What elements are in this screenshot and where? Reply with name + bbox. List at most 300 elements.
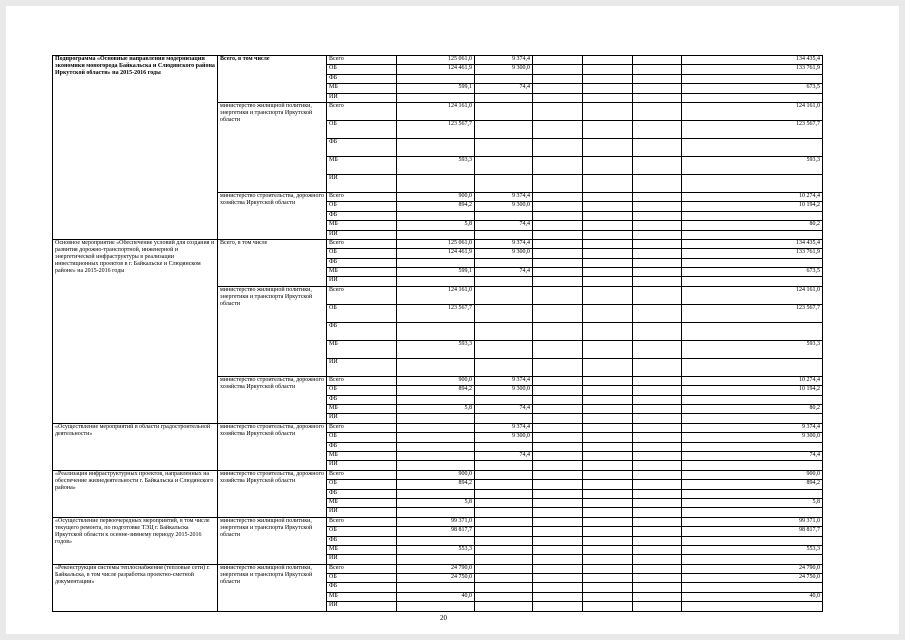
value-cell-1: 900,0 bbox=[397, 376, 475, 385]
total-cell: 24 790,0 bbox=[682, 564, 823, 573]
total-cell bbox=[682, 174, 823, 192]
value-cell-2 bbox=[475, 93, 533, 102]
value-cell-2: 9 374,4 bbox=[475, 56, 533, 65]
total-cell: 40,0 bbox=[682, 592, 823, 601]
total-cell: 10 274,4 bbox=[682, 192, 823, 201]
value-cell-2 bbox=[475, 156, 533, 174]
empty-cell bbox=[583, 433, 633, 442]
value-cell-1: 894,2 bbox=[397, 386, 475, 395]
empty-cell bbox=[583, 56, 633, 65]
empty-cell bbox=[583, 480, 633, 489]
empty-cell bbox=[583, 304, 633, 322]
empty-cell bbox=[583, 442, 633, 451]
empty-cell bbox=[633, 120, 682, 138]
empty-cell bbox=[533, 174, 583, 192]
value-cell-2: 74,4 bbox=[475, 268, 533, 277]
empty-cell bbox=[583, 221, 633, 230]
value-cell-1: 99 371,0 bbox=[397, 517, 475, 526]
value-cell-2 bbox=[475, 489, 533, 498]
empty-cell bbox=[533, 405, 583, 414]
total-cell: 900,0 bbox=[682, 470, 823, 479]
empty-cell bbox=[633, 249, 682, 258]
total-cell: 123 567,7 bbox=[682, 304, 823, 322]
empty-cell bbox=[533, 340, 583, 358]
total-cell bbox=[682, 583, 823, 592]
empty-cell bbox=[633, 433, 682, 442]
value-cell-1: 124 461,9 bbox=[397, 65, 475, 74]
total-cell bbox=[682, 536, 823, 545]
empty-cell bbox=[583, 386, 633, 395]
value-cell-1: 5,8 bbox=[397, 405, 475, 414]
executor-cell: министерство жилищной политики, энергетики и транспорта Иркутской области bbox=[218, 102, 327, 192]
empty-cell bbox=[533, 508, 583, 517]
executor-cell: министерство строительства, дорожного хозяйства Иркутской области bbox=[218, 470, 327, 517]
empty-cell bbox=[533, 268, 583, 277]
total-cell bbox=[682, 461, 823, 470]
funding-source-cell: МБ bbox=[327, 84, 397, 93]
value-cell-1: 599,1 bbox=[397, 268, 475, 277]
empty-cell bbox=[633, 555, 682, 564]
value-cell-1: 5,8 bbox=[397, 221, 475, 230]
empty-cell bbox=[633, 574, 682, 583]
funding-source-cell: МБ bbox=[327, 268, 397, 277]
value-cell-1 bbox=[397, 138, 475, 156]
empty-cell bbox=[583, 277, 633, 286]
empty-cell bbox=[583, 156, 633, 174]
empty-cell bbox=[583, 258, 633, 267]
empty-cell bbox=[533, 74, 583, 83]
value-cell-1 bbox=[397, 433, 475, 442]
empty-cell bbox=[533, 84, 583, 93]
funding-source-cell: ФБ bbox=[327, 536, 397, 545]
value-cell-1: 124 161,0 bbox=[397, 102, 475, 120]
empty-cell bbox=[583, 545, 633, 554]
total-cell: 553,3 bbox=[682, 545, 823, 554]
total-cell: 134 435,4 bbox=[682, 239, 823, 248]
empty-cell bbox=[533, 211, 583, 220]
empty-cell bbox=[533, 93, 583, 102]
value-cell-2 bbox=[475, 517, 533, 526]
value-cell-1 bbox=[397, 174, 475, 192]
value-cell-1 bbox=[397, 211, 475, 220]
empty-cell bbox=[583, 395, 633, 404]
empty-cell bbox=[633, 286, 682, 304]
value-cell-1: 124 161,0 bbox=[397, 286, 475, 304]
empty-cell bbox=[583, 249, 633, 258]
value-cell-2 bbox=[475, 358, 533, 376]
empty-cell bbox=[633, 138, 682, 156]
total-cell bbox=[682, 277, 823, 286]
empty-cell bbox=[633, 156, 682, 174]
value-cell-2 bbox=[475, 277, 533, 286]
funding-source-cell: ФБ bbox=[327, 138, 397, 156]
empty-cell bbox=[533, 239, 583, 248]
total-cell bbox=[682, 258, 823, 267]
funding-source-cell: Всего bbox=[327, 239, 397, 248]
empty-cell bbox=[633, 211, 682, 220]
empty-cell bbox=[633, 258, 682, 267]
funding-source-cell: ФБ bbox=[327, 583, 397, 592]
empty-cell bbox=[633, 358, 682, 376]
empty-cell bbox=[583, 583, 633, 592]
empty-cell bbox=[633, 414, 682, 423]
value-cell-2 bbox=[475, 498, 533, 507]
funding-source-cell: ИИ bbox=[327, 461, 397, 470]
empty-cell bbox=[633, 202, 682, 211]
funding-source-cell: ФБ bbox=[327, 322, 397, 340]
value-cell-1: 894,2 bbox=[397, 202, 475, 211]
total-cell: 593,3 bbox=[682, 156, 823, 174]
empty-cell bbox=[633, 268, 682, 277]
value-cell-2 bbox=[475, 322, 533, 340]
empty-cell bbox=[633, 239, 682, 248]
empty-cell bbox=[583, 93, 633, 102]
empty-cell bbox=[533, 322, 583, 340]
empty-cell bbox=[533, 602, 583, 611]
empty-cell bbox=[633, 102, 682, 120]
total-cell bbox=[682, 414, 823, 423]
total-cell bbox=[682, 395, 823, 404]
value-cell-1: 123 567,7 bbox=[397, 120, 475, 138]
program-title-cell: Основное мероприятие «Обеспечение условий для создания и развития дорожно-транспортной, инженерной и энергетической инфраструктуры в реализации инвестиционных проектов в г. Байкальске и Слюдянском районе» на 2015-2016 годы bbox=[53, 239, 218, 423]
empty-cell bbox=[633, 508, 682, 517]
total-cell: 593,3 bbox=[682, 340, 823, 358]
executor-cell: Всего, в том числе bbox=[218, 239, 327, 286]
empty-cell bbox=[633, 583, 682, 592]
funding-source-cell: ОБ bbox=[327, 202, 397, 211]
funding-source-cell: ОБ bbox=[327, 574, 397, 583]
program-title-cell: «Осуществление мероприятий в области градостроительной деятельности» bbox=[53, 423, 218, 470]
empty-cell bbox=[583, 470, 633, 479]
executor-cell: министерство строительства, дорожного хозяйства Иркутской области bbox=[218, 376, 327, 423]
empty-cell bbox=[533, 442, 583, 451]
empty-cell bbox=[583, 239, 633, 248]
value-cell-1 bbox=[397, 322, 475, 340]
funding-source-cell: МБ bbox=[327, 592, 397, 601]
executor-cell: министерство жилищной политики, энергетики и транспорта Иркутской области bbox=[218, 564, 327, 611]
funding-source-cell: МБ bbox=[327, 156, 397, 174]
empty-cell bbox=[533, 277, 583, 286]
funding-source-cell: ФБ bbox=[327, 74, 397, 83]
funding-source-cell: Всего bbox=[327, 192, 397, 201]
empty-cell bbox=[583, 192, 633, 201]
empty-cell bbox=[583, 405, 633, 414]
value-cell-1 bbox=[397, 451, 475, 460]
empty-cell bbox=[633, 174, 682, 192]
total-cell: 9 300,0 bbox=[682, 433, 823, 442]
empty-cell bbox=[533, 192, 583, 201]
empty-cell bbox=[533, 386, 583, 395]
value-cell-2: 9 300,0 bbox=[475, 202, 533, 211]
empty-cell bbox=[633, 480, 682, 489]
empty-cell bbox=[583, 174, 633, 192]
budget-table bbox=[52, 55, 823, 612]
funding-source-cell: ИИ bbox=[327, 602, 397, 611]
funding-source-cell: ОБ bbox=[327, 249, 397, 258]
empty-cell bbox=[533, 230, 583, 239]
value-cell-1: 24 750,0 bbox=[397, 574, 475, 583]
funding-source-cell: Всего bbox=[327, 470, 397, 479]
value-cell-1 bbox=[397, 93, 475, 102]
empty-cell bbox=[633, 340, 682, 358]
empty-cell bbox=[533, 120, 583, 138]
table-row bbox=[53, 470, 823, 479]
empty-cell bbox=[583, 84, 633, 93]
value-cell-1: 124 461,9 bbox=[397, 249, 475, 258]
value-cell-2 bbox=[475, 414, 533, 423]
empty-cell bbox=[633, 65, 682, 74]
value-cell-2 bbox=[475, 304, 533, 322]
empty-cell bbox=[533, 65, 583, 74]
empty-cell bbox=[533, 414, 583, 423]
total-cell: 134 435,4 bbox=[682, 56, 823, 65]
value-cell-2 bbox=[475, 138, 533, 156]
empty-cell bbox=[533, 489, 583, 498]
value-cell-2 bbox=[475, 74, 533, 83]
value-cell-1: 599,1 bbox=[397, 84, 475, 93]
funding-source-cell: Всего bbox=[327, 286, 397, 304]
value-cell-1: 125 061,0 bbox=[397, 239, 475, 248]
empty-cell bbox=[533, 395, 583, 404]
empty-cell bbox=[583, 268, 633, 277]
empty-cell bbox=[533, 536, 583, 545]
value-cell-2: 9 374,4 bbox=[475, 192, 533, 201]
empty-cell bbox=[583, 517, 633, 526]
funding-source-cell: Всего bbox=[327, 564, 397, 573]
funding-source-cell: ИИ bbox=[327, 277, 397, 286]
total-cell: 124 161,0 bbox=[682, 102, 823, 120]
empty-cell bbox=[533, 451, 583, 460]
empty-cell bbox=[583, 451, 633, 460]
value-cell-1 bbox=[397, 74, 475, 83]
funding-source-cell: ФБ bbox=[327, 211, 397, 220]
budget-table-body bbox=[53, 56, 823, 612]
funding-source-cell: ИИ bbox=[327, 174, 397, 192]
empty-cell bbox=[633, 442, 682, 451]
value-cell-2 bbox=[475, 536, 533, 545]
funding-source-cell: Всего bbox=[327, 376, 397, 385]
value-cell-2: 9 300,0 bbox=[475, 65, 533, 74]
total-cell: 10 194,2 bbox=[682, 202, 823, 211]
empty-cell bbox=[583, 138, 633, 156]
table-row bbox=[53, 239, 823, 248]
empty-cell bbox=[533, 258, 583, 267]
funding-source-cell: ИИ bbox=[327, 414, 397, 423]
total-cell: 133 761,9 bbox=[682, 249, 823, 258]
empty-cell bbox=[533, 358, 583, 376]
funding-source-cell: МБ bbox=[327, 545, 397, 554]
total-cell: 74,4 bbox=[682, 451, 823, 460]
total-cell: 123 567,7 bbox=[682, 120, 823, 138]
value-cell-2: 9 300,0 bbox=[475, 386, 533, 395]
empty-cell bbox=[583, 536, 633, 545]
value-cell-2 bbox=[475, 230, 533, 239]
value-cell-2 bbox=[475, 555, 533, 564]
total-cell bbox=[682, 230, 823, 239]
empty-cell bbox=[583, 202, 633, 211]
empty-cell bbox=[533, 583, 583, 592]
empty-cell bbox=[583, 574, 633, 583]
funding-source-cell: ОБ bbox=[327, 527, 397, 536]
program-title-cell: «Реализация инфраструктурных проектов, направленных на обеспечение жизнедеятельности г. Байкальска и Слюдянского района» bbox=[53, 470, 218, 517]
value-cell-1: 24 790,0 bbox=[397, 564, 475, 573]
program-title-cell: «Реконструкция системы теплоснабжения (тепловые сети) г. Байкальска, в том числе разработка проектно-сметной документации» bbox=[53, 564, 218, 611]
value-cell-1: 593,3 bbox=[397, 156, 475, 174]
empty-cell bbox=[633, 498, 682, 507]
empty-cell bbox=[633, 489, 682, 498]
funding-source-cell: ОБ bbox=[327, 304, 397, 322]
value-cell-1 bbox=[397, 395, 475, 404]
total-cell bbox=[682, 93, 823, 102]
total-cell: 10 194,2 bbox=[682, 386, 823, 395]
empty-cell bbox=[633, 84, 682, 93]
empty-cell bbox=[533, 138, 583, 156]
total-cell: 10 274,4 bbox=[682, 376, 823, 385]
funding-source-cell: ОБ bbox=[327, 65, 397, 74]
empty-cell bbox=[533, 564, 583, 573]
value-cell-1: 900,0 bbox=[397, 192, 475, 201]
empty-cell bbox=[533, 376, 583, 385]
funding-source-cell: ОБ bbox=[327, 386, 397, 395]
empty-cell bbox=[633, 592, 682, 601]
empty-cell bbox=[583, 498, 633, 507]
funding-source-cell: МБ bbox=[327, 405, 397, 414]
total-cell: 5,8 bbox=[682, 498, 823, 507]
total-cell: 673,5 bbox=[682, 84, 823, 93]
value-cell-2 bbox=[475, 592, 533, 601]
empty-cell bbox=[633, 564, 682, 573]
empty-cell bbox=[533, 423, 583, 432]
value-cell-2: 74,4 bbox=[475, 451, 533, 460]
total-cell: 673,5 bbox=[682, 268, 823, 277]
empty-cell bbox=[533, 470, 583, 479]
empty-cell bbox=[583, 230, 633, 239]
value-cell-2 bbox=[475, 583, 533, 592]
total-cell: 24 750,0 bbox=[682, 574, 823, 583]
empty-cell bbox=[633, 461, 682, 470]
empty-cell bbox=[583, 286, 633, 304]
empty-cell bbox=[583, 74, 633, 83]
funding-source-cell: МБ bbox=[327, 221, 397, 230]
total-cell: 133 761,9 bbox=[682, 65, 823, 74]
executor-cell: министерство жилищной политики, энергетики и транспорта Иркутской области bbox=[218, 517, 327, 564]
table-row bbox=[53, 56, 823, 65]
empty-cell bbox=[533, 574, 583, 583]
empty-cell bbox=[583, 489, 633, 498]
funding-source-cell: ИИ bbox=[327, 230, 397, 239]
value-cell-1 bbox=[397, 442, 475, 451]
funding-source-cell: ФБ bbox=[327, 442, 397, 451]
value-cell-2 bbox=[475, 470, 533, 479]
empty-cell bbox=[633, 517, 682, 526]
empty-cell bbox=[533, 498, 583, 507]
empty-cell bbox=[583, 358, 633, 376]
funding-source-cell: ФБ bbox=[327, 395, 397, 404]
executor-cell: министерство строительства, дорожного хозяйства Иркутской области bbox=[218, 423, 327, 470]
value-cell-2 bbox=[475, 545, 533, 554]
empty-cell bbox=[633, 395, 682, 404]
value-cell-1 bbox=[397, 258, 475, 267]
total-cell: 99 371,0 bbox=[682, 517, 823, 526]
empty-cell bbox=[533, 545, 583, 554]
value-cell-2 bbox=[475, 120, 533, 138]
value-cell-2: 9 374,4 bbox=[475, 423, 533, 432]
value-cell-2: 9 374,4 bbox=[475, 239, 533, 248]
executor-cell: министерство жилищной политики, энергетики и транспорта Иркутской области bbox=[218, 286, 327, 376]
value-cell-2: 74,4 bbox=[475, 84, 533, 93]
total-cell bbox=[682, 489, 823, 498]
value-cell-1: 593,3 bbox=[397, 340, 475, 358]
empty-cell bbox=[583, 602, 633, 611]
funding-source-cell: ОБ bbox=[327, 480, 397, 489]
empty-cell bbox=[533, 517, 583, 526]
value-cell-1: 40,0 bbox=[397, 592, 475, 601]
empty-cell bbox=[533, 221, 583, 230]
empty-cell bbox=[633, 230, 682, 239]
value-cell-1 bbox=[397, 583, 475, 592]
empty-cell bbox=[533, 304, 583, 322]
value-cell-1 bbox=[397, 489, 475, 498]
value-cell-2 bbox=[475, 258, 533, 267]
value-cell-2: 9 300,0 bbox=[475, 249, 533, 258]
value-cell-2 bbox=[475, 395, 533, 404]
empty-cell bbox=[633, 74, 682, 83]
funding-source-cell: ОБ bbox=[327, 433, 397, 442]
empty-cell bbox=[583, 592, 633, 601]
total-cell bbox=[682, 322, 823, 340]
program-title-cell: «Осуществление первоочередных мероприятий, в том числе текущего ремонта, по подготовке ТЭЦ г. Байкальска Иркутской области к осенне-зимнему периоду 2015-2016 годов» bbox=[53, 517, 218, 564]
empty-cell bbox=[633, 423, 682, 432]
empty-cell bbox=[583, 322, 633, 340]
empty-cell bbox=[583, 461, 633, 470]
executor-cell: Всего, в том числе bbox=[218, 56, 327, 103]
total-cell: 9 374,4 bbox=[682, 423, 823, 432]
empty-cell bbox=[533, 286, 583, 304]
funding-source-cell: Всего bbox=[327, 56, 397, 65]
total-cell bbox=[682, 602, 823, 611]
value-cell-2 bbox=[475, 508, 533, 517]
value-cell-1: 123 567,7 bbox=[397, 304, 475, 322]
value-cell-1 bbox=[397, 277, 475, 286]
value-cell-1 bbox=[397, 358, 475, 376]
empty-cell bbox=[583, 65, 633, 74]
empty-cell bbox=[533, 56, 583, 65]
value-cell-2 bbox=[475, 442, 533, 451]
empty-cell bbox=[633, 192, 682, 201]
empty-cell bbox=[633, 277, 682, 286]
empty-cell bbox=[533, 480, 583, 489]
funding-source-cell: Всего bbox=[327, 423, 397, 432]
empty-cell bbox=[533, 202, 583, 211]
table-row bbox=[53, 423, 823, 432]
empty-cell bbox=[633, 304, 682, 322]
value-cell-1 bbox=[397, 508, 475, 517]
funding-source-cell: МБ bbox=[327, 340, 397, 358]
empty-cell bbox=[533, 433, 583, 442]
empty-cell bbox=[633, 527, 682, 536]
value-cell-2 bbox=[475, 564, 533, 573]
program-title-cell: Подпрограмма «Основные направления модернизации экономики моногорода Байкальска и Слюдянского района Иркутской области» на 2015-2016 годы bbox=[53, 56, 218, 240]
empty-cell bbox=[583, 527, 633, 536]
empty-cell bbox=[633, 470, 682, 479]
value-cell-2 bbox=[475, 211, 533, 220]
value-cell-2: 74,4 bbox=[475, 221, 533, 230]
value-cell-2 bbox=[475, 286, 533, 304]
funding-source-cell: ИИ bbox=[327, 93, 397, 102]
empty-cell bbox=[583, 376, 633, 385]
empty-cell bbox=[633, 602, 682, 611]
value-cell-2 bbox=[475, 574, 533, 583]
